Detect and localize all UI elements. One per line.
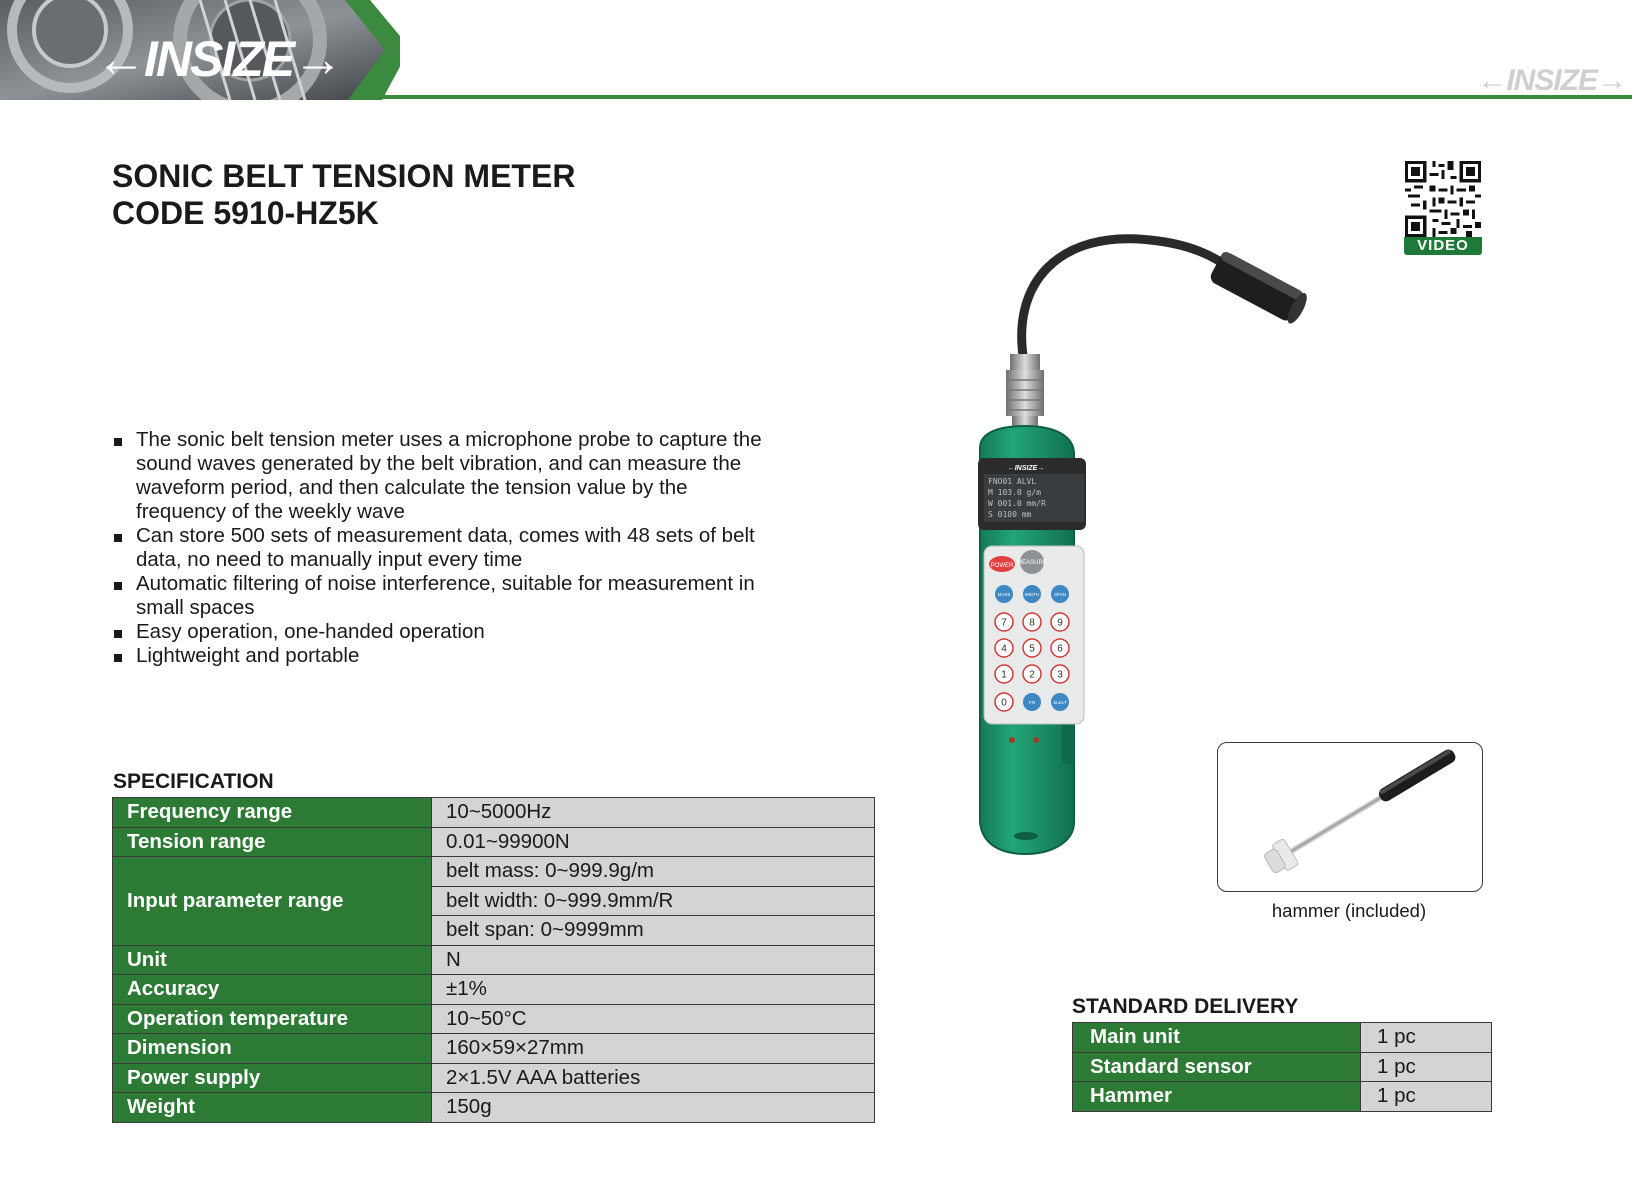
spec-value: 0.01~99900N xyxy=(432,827,875,857)
function-keys xyxy=(995,585,1069,603)
table-row xyxy=(113,975,875,1005)
mass-key-label: MASS xyxy=(997,592,1011,597)
feature-list xyxy=(112,428,772,668)
table-row xyxy=(113,798,875,828)
spec-label: Power supply xyxy=(113,1063,432,1093)
product-name: SONIC BELT TENSION METER xyxy=(112,158,576,194)
feature-item: Can store 500 sets of measurement data, comes with 48 sets of belt data, no need to manually input every time xyxy=(112,524,772,572)
screen-line: M 103.0 g/m xyxy=(988,488,1041,497)
spec-label: Unit xyxy=(113,945,432,975)
delivery-qty: 1 pc xyxy=(1361,1082,1492,1112)
qr-code-icon xyxy=(1404,161,1482,237)
table-row xyxy=(113,857,875,887)
fn-key-label: FN xyxy=(1029,700,1035,705)
hammer-icon xyxy=(1218,743,1482,891)
table-row xyxy=(1073,1082,1492,1112)
screen-line: S 0100 mm xyxy=(988,510,1032,519)
numeric-key-label: 4 xyxy=(1001,643,1007,655)
measure-key-label: MEASURE xyxy=(1017,560,1047,566)
video-qr-code[interactable] xyxy=(1404,161,1482,255)
video-label: VIDEO xyxy=(1404,237,1482,255)
indicator-led xyxy=(1009,737,1015,743)
spec-value: N xyxy=(432,945,875,975)
delivery-qty: 1 pc xyxy=(1361,1052,1492,1082)
insize-watermark-logo: ←INSIZE→ xyxy=(1477,64,1626,97)
feature-item: Easy operation, one-handed operation xyxy=(112,620,772,644)
device-logo: ←INSIZE→ xyxy=(1007,465,1045,472)
spec-value: 2×1.5V AAA batteries xyxy=(432,1063,875,1093)
spec-label: Weight xyxy=(113,1093,432,1123)
spec-value: 150g xyxy=(432,1093,875,1123)
standard-delivery-heading: STANDARD DELIVERY xyxy=(1072,995,1299,1018)
table-row xyxy=(113,1063,875,1093)
numeric-key-label: 7 xyxy=(1001,617,1007,629)
table-row xyxy=(113,945,875,975)
spec-label: Input parameter range xyxy=(113,857,432,946)
delivery-qty: 1 pc xyxy=(1361,1023,1492,1053)
numeric-key-label: 1 xyxy=(1001,669,1007,681)
spec-label: Accuracy xyxy=(113,975,432,1005)
header-divider xyxy=(380,95,1632,99)
delivery-item: Main unit xyxy=(1073,1023,1361,1053)
numeric-key-label: 9 xyxy=(1057,617,1063,629)
numeric-key-label: 5 xyxy=(1029,643,1035,655)
spec-value: belt width: 0~999.9mm/R xyxy=(432,886,875,916)
numeric-key-label: 3 xyxy=(1057,669,1063,681)
table-row xyxy=(113,1004,875,1034)
feature-item: The sonic belt tension meter uses a microphone probe to capture the sound waves generated by the belt vibration, and can measure the waveform period, and then calculate the tension value by the frequency of the weekly wave xyxy=(112,428,772,524)
spec-value: 10~5000Hz xyxy=(432,798,875,828)
spec-label: Frequency range xyxy=(113,798,432,828)
feature-item: Automatic filtering of noise interference, suitable for measurement in small spaces xyxy=(112,572,772,620)
gooseneck-cable xyxy=(1022,239,1235,362)
table-row xyxy=(113,827,875,857)
slelt-key-label: SLELT xyxy=(1053,700,1067,705)
table-row xyxy=(113,1034,875,1064)
table-row xyxy=(1073,1052,1492,1082)
spec-value: ±1% xyxy=(432,975,875,1005)
numeric-key-label: 0 xyxy=(1001,697,1007,709)
numeric-key-label: 8 xyxy=(1029,617,1035,629)
spec-value: 10~50°C xyxy=(432,1004,875,1034)
product-title xyxy=(112,158,575,232)
insize-logo: ←INSIZE→ xyxy=(96,31,342,87)
power-key-label: POWER xyxy=(990,563,1014,569)
indicator-led xyxy=(1033,737,1039,743)
delivery-item: Standard sensor xyxy=(1073,1052,1361,1082)
hammer-image-box xyxy=(1217,742,1483,892)
delivery-item: Hammer xyxy=(1073,1082,1361,1112)
lanyard-slot xyxy=(1014,832,1038,840)
specification-heading: SPECIFICATION xyxy=(113,770,274,793)
span-key-label: SPAN xyxy=(1054,592,1066,597)
numeric-key-label: 2 xyxy=(1029,669,1035,681)
spec-label: Dimension xyxy=(113,1034,432,1064)
cable-connector xyxy=(1010,354,1040,370)
spec-value: 160×59×27mm xyxy=(432,1034,875,1064)
standard-delivery-table xyxy=(1072,1022,1492,1112)
numeric-key-label: 6 xyxy=(1057,643,1063,655)
microphone-probe xyxy=(1208,250,1310,326)
table-row xyxy=(113,1093,875,1123)
product-code: CODE 5910-HZ5K xyxy=(112,195,379,231)
spec-label: Tension range xyxy=(113,827,432,857)
spec-value: belt span: 0~9999mm xyxy=(432,916,875,946)
screen-line: FNO01 ALVL xyxy=(988,477,1037,486)
spec-value: belt mass: 0~999.9g/m xyxy=(432,857,875,887)
feature-item: Lightweight and portable xyxy=(112,644,772,668)
specification-table xyxy=(112,797,875,1123)
hammer-caption: hammer (included) xyxy=(1271,900,1427,921)
spec-label: Operation temperature xyxy=(113,1004,432,1034)
width-key-label: WIDTH xyxy=(1024,592,1040,597)
screen-line: W 001.0 mm/R xyxy=(988,499,1046,508)
table-row xyxy=(1073,1023,1492,1053)
